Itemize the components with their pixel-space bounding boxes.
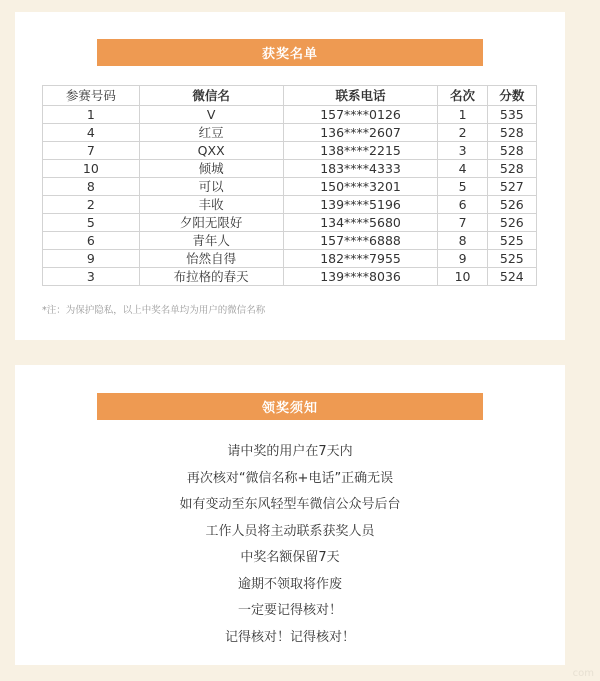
wechat-name-cell: 红豆 xyxy=(139,124,283,142)
score-cell: 527 xyxy=(487,178,536,196)
entry-number-cell: 6 xyxy=(43,232,140,250)
wechat-name-cell: 夕阳无限好 xyxy=(139,214,283,232)
score-cell: 526 xyxy=(487,214,536,232)
phone-cell: 150****3201 xyxy=(283,178,438,196)
phone-cell: 138****2215 xyxy=(283,142,438,160)
score-cell: 525 xyxy=(487,232,536,250)
notice-line: 一定要记得核对！ xyxy=(237,603,342,618)
entry-number-cell: 9 xyxy=(43,250,140,268)
score-cell: 524 xyxy=(487,268,536,286)
table-row xyxy=(43,232,537,250)
rank-cell: 1 xyxy=(438,106,487,124)
phone-cell: 134****5680 xyxy=(283,214,438,232)
phone-cell: 136****2607 xyxy=(283,124,438,142)
phone-cell: 182****7955 xyxy=(283,250,438,268)
score-cell: 525 xyxy=(487,250,536,268)
col-header-entry-number: 参赛号码 xyxy=(43,86,140,106)
entry-number-cell: 8 xyxy=(43,178,140,196)
table-row xyxy=(43,178,537,196)
col-header-wechat-name: 微信名 xyxy=(139,86,283,106)
notice-lines xyxy=(15,439,565,651)
entry-number-cell: 2 xyxy=(43,196,140,214)
winners-card xyxy=(15,12,565,340)
col-header-phone: 联系电话 xyxy=(283,86,438,106)
notice-line: 请中奖的用户在7天内 xyxy=(227,444,353,459)
privacy-note: *注：为保护隐私，以上中奖名单均为用户的微信名称 xyxy=(42,305,266,316)
notice-line: 工作人员将主动联系获奖人员 xyxy=(205,523,375,539)
score-cell: 526 xyxy=(487,196,536,214)
notice-line: 逾期不领取将作废 xyxy=(237,576,342,592)
wechat-name-cell: 怡然自得 xyxy=(139,250,283,268)
score-cell: 535 xyxy=(487,106,536,124)
entry-number-cell: 5 xyxy=(43,214,140,232)
wechat-name-cell: 青年人 xyxy=(139,232,283,250)
rank-cell: 7 xyxy=(438,214,487,232)
table-row xyxy=(43,250,537,268)
wechat-name-cell: 倾城 xyxy=(139,160,283,178)
notice-banner: 领奖须知 xyxy=(97,393,483,420)
winners-banner: 获奖名单 xyxy=(97,39,483,66)
notice-line: 记得核对！记得核对！ xyxy=(224,629,355,645)
table-row xyxy=(43,160,537,178)
wechat-name-cell: 丰收 xyxy=(139,196,283,214)
table-row xyxy=(43,106,537,124)
rank-cell: 6 xyxy=(438,196,487,214)
winners-table-body xyxy=(43,106,537,286)
entry-number-cell: 10 xyxy=(43,160,140,178)
table-row xyxy=(43,142,537,160)
rank-cell: 4 xyxy=(438,160,487,178)
rank-cell: 9 xyxy=(438,250,487,268)
table-row xyxy=(43,196,537,214)
rank-cell: 8 xyxy=(438,232,487,250)
table-row xyxy=(43,214,537,232)
rank-cell: 5 xyxy=(438,178,487,196)
phone-cell: 157****0126 xyxy=(283,106,438,124)
col-header-rank: 名次 xyxy=(438,86,487,106)
entry-number-cell: 1 xyxy=(43,106,140,124)
notice-line: 再次核对“微信名称+电话”正确无误 xyxy=(186,470,394,486)
col-header-score: 分数 xyxy=(487,86,536,106)
wechat-name-cell: 布拉格的春天 xyxy=(139,268,283,286)
phone-cell: 139****8036 xyxy=(283,268,438,286)
phone-cell: 183****4333 xyxy=(283,160,438,178)
table-row xyxy=(43,124,537,142)
score-cell: 528 xyxy=(487,124,536,142)
table-header-row xyxy=(43,86,537,106)
watermark: com xyxy=(572,668,594,679)
phone-cell: 157****6888 xyxy=(283,232,438,250)
rank-cell: 3 xyxy=(438,142,487,160)
rank-cell: 10 xyxy=(438,268,487,286)
wechat-name-cell: QXX xyxy=(139,142,283,160)
rank-cell: 2 xyxy=(438,124,487,142)
entry-number-cell: 7 xyxy=(43,142,140,160)
table-row xyxy=(43,268,537,286)
score-cell: 528 xyxy=(487,142,536,160)
notice-card xyxy=(15,365,565,665)
winners-table xyxy=(42,85,537,286)
wechat-name-cell: V xyxy=(139,106,283,124)
wechat-name-cell: 可以 xyxy=(139,178,283,196)
notice-line: 中奖名额保留7天 xyxy=(240,550,340,565)
entry-number-cell: 3 xyxy=(43,268,140,286)
score-cell: 528 xyxy=(487,160,536,178)
phone-cell: 139****5196 xyxy=(283,196,438,214)
entry-number-cell: 4 xyxy=(43,124,140,142)
notice-line: 如有变动至东风轻型车微信公众号后台 xyxy=(179,497,401,512)
